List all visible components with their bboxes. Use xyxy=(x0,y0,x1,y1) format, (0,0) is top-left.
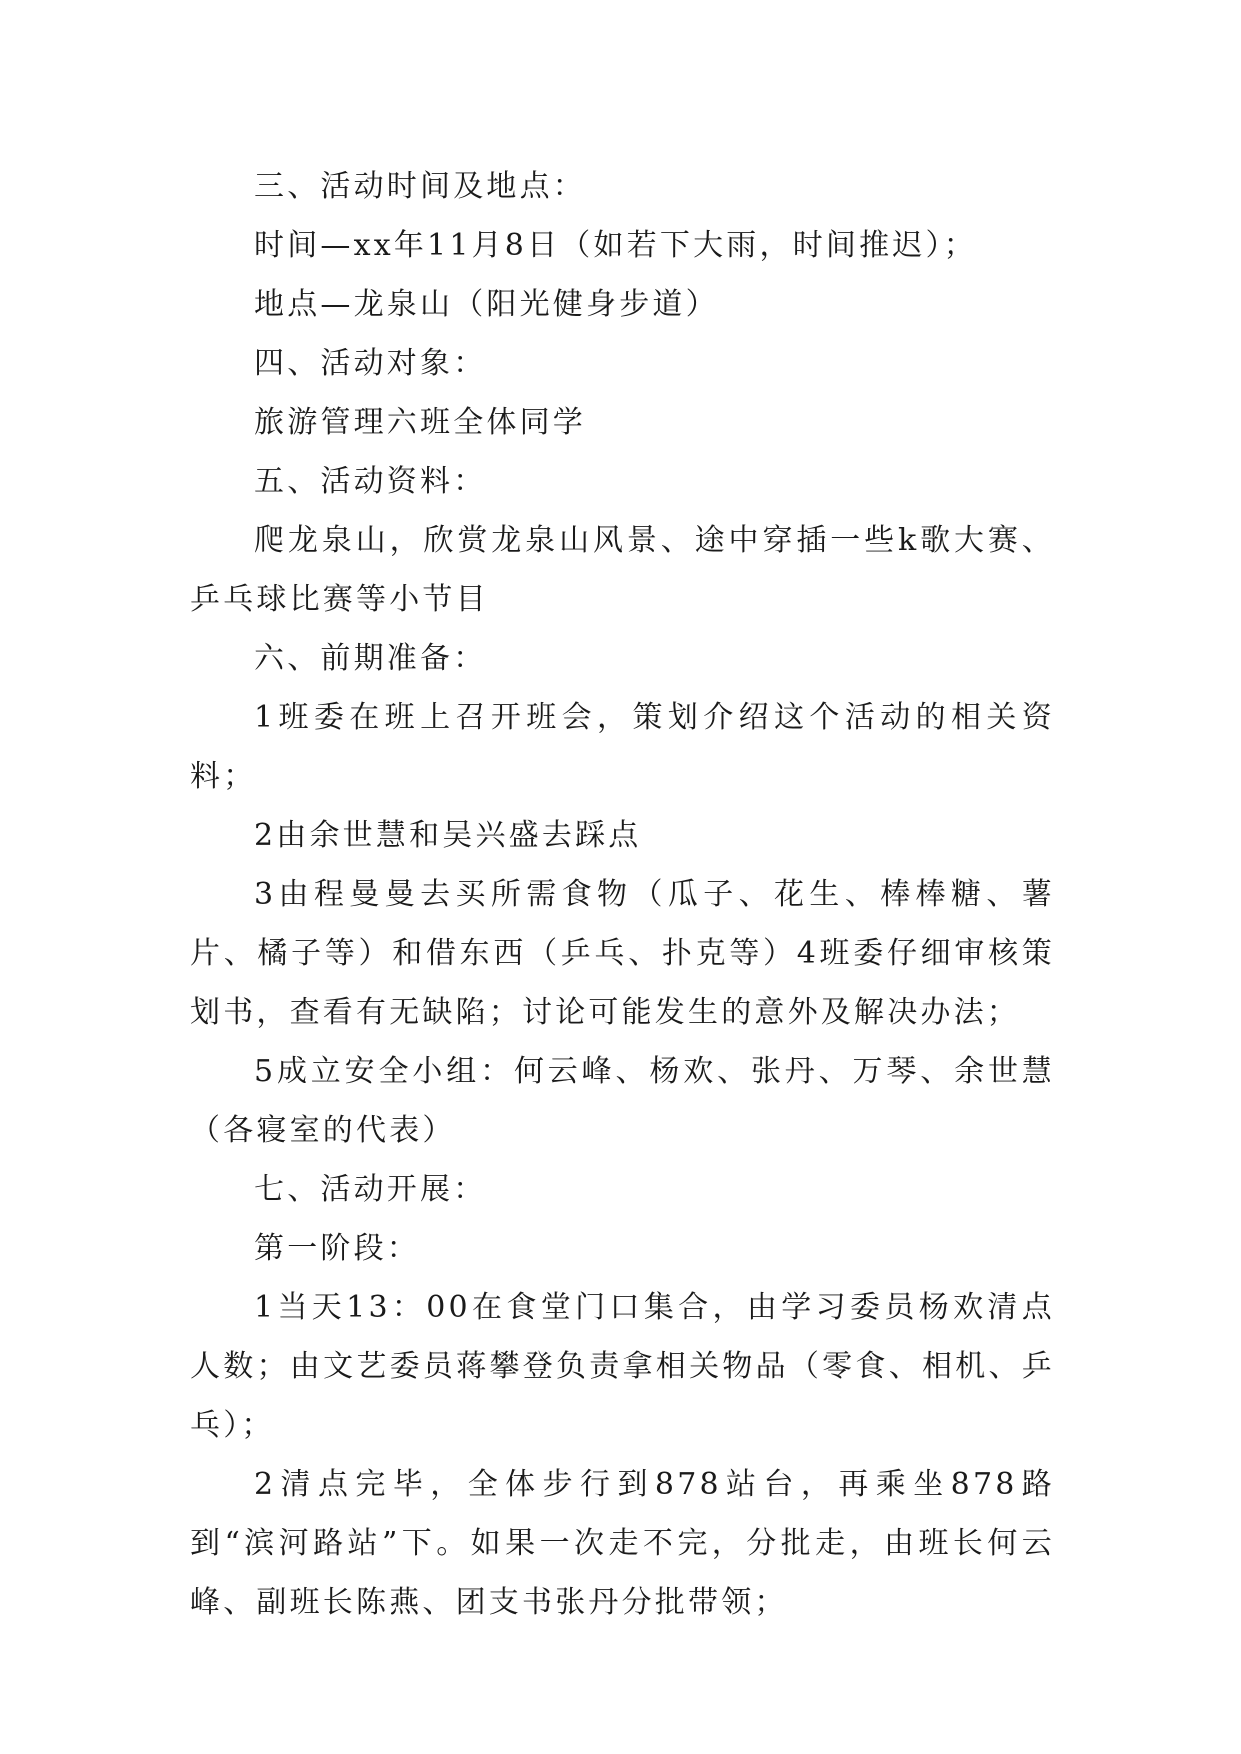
section-heading-time-location: 三、活动时间及地点： xyxy=(254,169,586,204)
stage-one-heading: 第一阶段： xyxy=(254,1231,420,1266)
section-heading-preparation: 六、前期准备： xyxy=(254,641,487,676)
section-heading-execution: 七、活动开展： xyxy=(254,1172,487,1207)
activity-location: 地点—龙泉山（阳光健身步道） xyxy=(254,287,719,322)
preparation-item-3: 3由程曼曼去买所需食物（瓜子、花生、棒棒糖、薯片、橘子等）和借东西（乒乓、扑克等）4班委仔细审核策划书，查看有无缺陷；讨论可能发生的意外及解决办法； xyxy=(190,877,1055,1030)
section-heading-participants: 四、活动对象： xyxy=(254,346,487,381)
activity-time: 时间—xx年11月8日（如若下大雨，时间推迟）； xyxy=(254,228,977,263)
preparation-item-5: 5成立安全小组：何云峰、杨欢、张丹、万琴、余世慧（各寝室的代表） xyxy=(190,1054,1055,1148)
stage-one-item-2: 2清点完毕，全体步行到878站台，再乘坐878路到“滨河路站”下。如果一次走不完，分批走，由班长何云峰、副班长陈燕、团支书张丹分批带领； xyxy=(190,1467,1055,1620)
stage-one-item-1: 1当天13：00在食堂门口集合，由学习委员杨欢清点人数；由文艺委员蒋攀登负责拿相关物品（零食、相机、乒乓）； xyxy=(190,1290,1055,1443)
document-body xyxy=(190,157,1055,1632)
activity-content-text: 爬龙泉山，欣赏龙泉山风景、途中穿插一些k歌大赛、乒乓球比赛等小节目 xyxy=(190,523,1055,617)
participants-text: 旅游管理六班全体同学 xyxy=(254,405,586,440)
section-heading-content: 五、活动资料： xyxy=(254,464,487,499)
preparation-item-1: 1班委在班上召开班会，策划介绍这个活动的相关资料； xyxy=(190,700,1055,794)
preparation-item-2: 2由余世慧和吴兴盛去踩点 xyxy=(254,818,642,853)
